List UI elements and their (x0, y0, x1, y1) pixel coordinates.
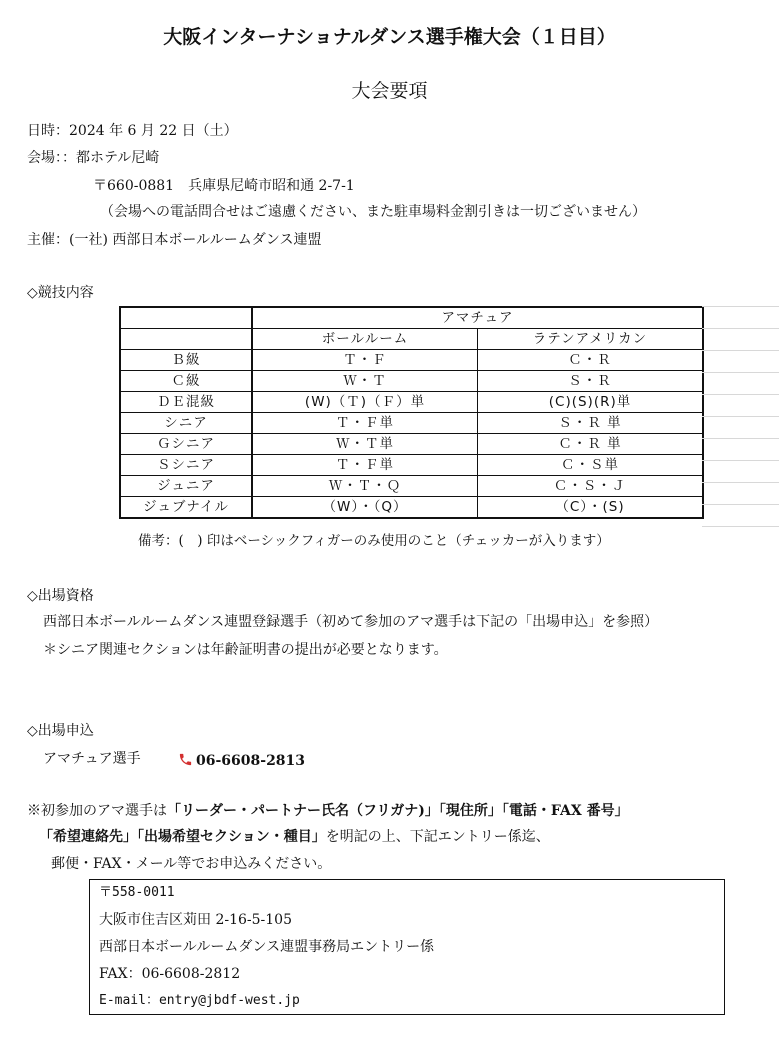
ballroom-cell: Ｔ・Ｆ単 (252, 413, 478, 434)
latin-cell: （C）・(S) (478, 497, 704, 519)
eligibility-heading: ◇出場資格 (27, 588, 94, 604)
first-time-lead: ※初参加のアマ選手は (27, 803, 167, 819)
first-time-required-1: 「リーダー・パートナー氏名（フリガナ)」「現住所」「電話・FAX 番号」 (167, 803, 629, 819)
phone-icon (178, 752, 193, 770)
grid-extension-line (702, 526, 779, 527)
first-time-line3: 郵便・FAX・メール等でお申込みください。 (51, 856, 332, 872)
page-title: 大阪インターナショナルダンス選手権大会（１日目） (163, 26, 616, 48)
row-label: ジュブナイル (120, 497, 252, 519)
event-organizer: 主催：(一社) 西部日本ボールルームダンス連盟 (27, 232, 322, 248)
latin-cell: (C)(S)(R)単 (478, 392, 704, 413)
table-row (120, 392, 703, 413)
grid-extension-line (702, 504, 779, 505)
first-time-line2 (39, 830, 550, 844)
table-subheader-row (120, 329, 703, 350)
contact-office: 西部日本ボールルームダンス連盟事務局エントリー係 (99, 939, 435, 955)
contact-postal: 〒558-0011 (99, 885, 175, 900)
contact-address: 大阪市住吉区苅田 2-16-5-105 (99, 912, 292, 928)
ballroom-cell: （W）・（Q） (252, 497, 478, 519)
grid-extension-line (702, 438, 779, 439)
competition-heading: ◇競技内容 (27, 285, 94, 301)
table-row (120, 476, 703, 497)
grid-extension-line (702, 328, 779, 329)
contact-email[interactable]: E-mail：entry@jbdf-west.jp (99, 993, 300, 1008)
row-label: Ｂ級 (120, 350, 252, 371)
latin-cell: Ｓ・Ｒ 単 (478, 413, 704, 434)
table-row (120, 371, 703, 392)
event-venue: 会場：：都ホテル尼崎 (27, 150, 160, 166)
grid-extension-line (702, 306, 779, 307)
ballroom-cell: Ｗ・Ｔ (252, 371, 478, 392)
row-label: ジュニア (120, 476, 252, 497)
ballroom-cell: (W)（Ｔ)（Ｆ）単 (252, 392, 478, 413)
first-time-line1 (27, 804, 629, 818)
header-amateur: アマチュア (252, 307, 703, 329)
ballroom-cell: Ｔ・Ｆ単 (252, 455, 478, 476)
table-corner-cell (120, 329, 252, 350)
row-label: Ｓシニア (120, 455, 252, 476)
table-row (120, 434, 703, 455)
first-time-after: を明記の上、下記エントリー係迄、 (325, 829, 550, 845)
grid-extension-line (702, 372, 779, 373)
ballroom-cell: Ｗ・Ｔ・Ｑ (252, 476, 478, 497)
table-row (120, 413, 703, 434)
row-label: ＤＥ混級 (120, 392, 252, 413)
venue-note: （会場への電話問合せはご遠慮ください、また駐車場料金割引きは一切ございません） (100, 204, 646, 220)
row-label: Ｃ級 (120, 371, 252, 392)
grid-extension-line (702, 482, 779, 483)
latin-cell: Ｃ・Ｒ 単 (478, 434, 704, 455)
table-row (120, 455, 703, 476)
amateur-label: アマチュア選手 (43, 751, 141, 767)
ballroom-cell: Ｔ・Ｆ (252, 350, 478, 371)
row-label: Ｇシニア (120, 434, 252, 455)
grid-extension-line (702, 416, 779, 417)
page-subtitle: 大会要項 (351, 80, 428, 102)
application-heading: ◇出場申込 (27, 723, 94, 739)
venue-address: 〒660-0881 兵庫県尼崎市昭和通 2-7-1 (93, 178, 355, 194)
row-label: シニア (120, 413, 252, 434)
application-phone (178, 752, 305, 770)
grid-extension-line (702, 394, 779, 395)
eligibility-line1: 西部日本ボールルームダンス連盟登録選手（初めて参加のアマ選手は下記の「出場申込」を参照） (43, 614, 659, 630)
table-row (120, 497, 703, 519)
competition-table (119, 306, 704, 519)
table-header-row (120, 307, 703, 329)
table-row (120, 350, 703, 371)
latin-cell: Ｓ・Ｒ (478, 371, 704, 392)
contact-fax: FAX：06-6608-2812 (99, 966, 241, 982)
grid-extension-line (702, 350, 779, 351)
first-time-required-2: 「希望連絡先」「出場希望セクション・種目」 (39, 829, 326, 845)
header-latin: ラテンアメリカン (478, 329, 704, 350)
competition-remark: 備考：( ) 印はベーシックフィガーのみ使用のこと（チェッカーが入ります） (138, 533, 610, 549)
latin-cell: Ｃ・Ｓ単 (478, 455, 704, 476)
table-corner-cell (120, 307, 252, 329)
phone-number: 06-6608-2813 (196, 753, 306, 769)
eligibility-line2: ＊シニア関連セクションは年齢証明書の提出が必要となります。 (43, 642, 448, 658)
latin-cell: Ｃ・Ｒ (478, 350, 704, 371)
grid-extension-line (702, 460, 779, 461)
ballroom-cell: Ｗ・Ｔ単 (252, 434, 478, 455)
event-date: 日時：2024 年 6 月 22 日（土） (27, 123, 238, 139)
header-ballroom: ボールルーム (252, 329, 478, 350)
latin-cell: Ｃ・Ｓ・Ｊ (478, 476, 704, 497)
